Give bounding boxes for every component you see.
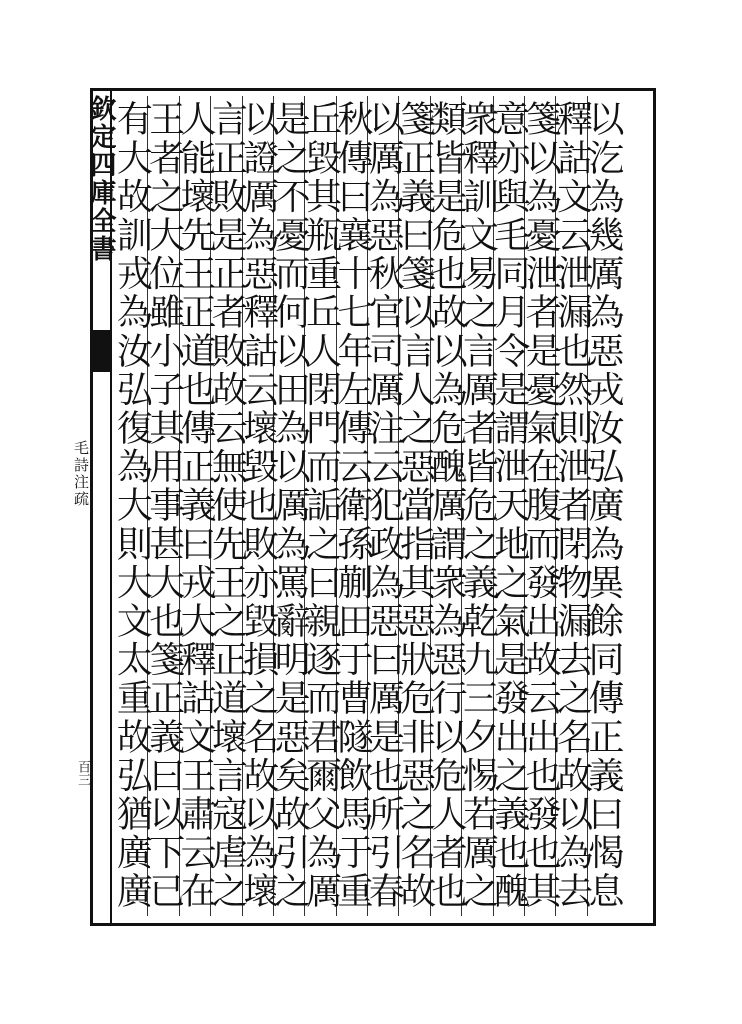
column-text: 以厲為惡秋官司厲注云犯政為惡曰厲是也所引春 [363, 100, 405, 911]
collection-title: 欽定四庫全書 [86, 95, 116, 263]
column-text: 言正敗是正者敗故云無使先王之正道壞言寇虐之 [206, 100, 248, 911]
text-column [143, 96, 185, 916]
column-text: 丘毀其瓶重丘人閉門而詬之曰親逐而君爾父為厲 [300, 100, 342, 911]
page-number: 百三 [75, 760, 90, 786]
column-text: 秋傳曰襄十七年左傳云衛孫蒯田于曹隧飲馬于重 [332, 100, 373, 911]
fish-tail-mark [92, 330, 110, 372]
column-text: 類皆是危也故以為危醜厲謂衆為惡行以危人者也 [426, 100, 468, 911]
column-text: 有大故訓戎為汝弘復為大則大文太重故弘猶廣廣 [111, 100, 153, 911]
column-text: 以汔為幾厲為惡戎汝弘廣為異餘同傳正義曰愒息 [583, 100, 624, 911]
column-text: 人能壞先王正道也傳正義曰戎大釋詁文王肅云在 [175, 100, 217, 911]
column-text: 箋以為憂泄者是憂氣在腹而發出故云出也發也其 [520, 100, 562, 911]
column-text: 衆釋訓文易之言厲者皆危之義乾九三夕惕若厲之 [457, 100, 499, 911]
column-text: 以證厲為惡釋詁云壞毀也敗亦毀損之名故以為壞 [237, 100, 279, 911]
column-text: 箋正義曰箋以言人之惡當指其惡狀危非惡之名故 [394, 100, 436, 911]
column-text: 王者之大位雖小子其用事甚大也箋正義曰以下已 [143, 100, 185, 911]
column-text: 意亦與毛同月令是謂泄天地之氣是發出之義也醜 [488, 100, 530, 911]
column-text: 是之不憂而何以田為以厲為罵辭明是惡矣故引之 [269, 100, 311, 911]
text-column [111, 96, 153, 916]
book-title: 毛詩注疏 [72, 440, 90, 508]
column-text: 釋詁文云泄漏也然則泄者閉物漏去之名故以為去 [551, 100, 593, 911]
